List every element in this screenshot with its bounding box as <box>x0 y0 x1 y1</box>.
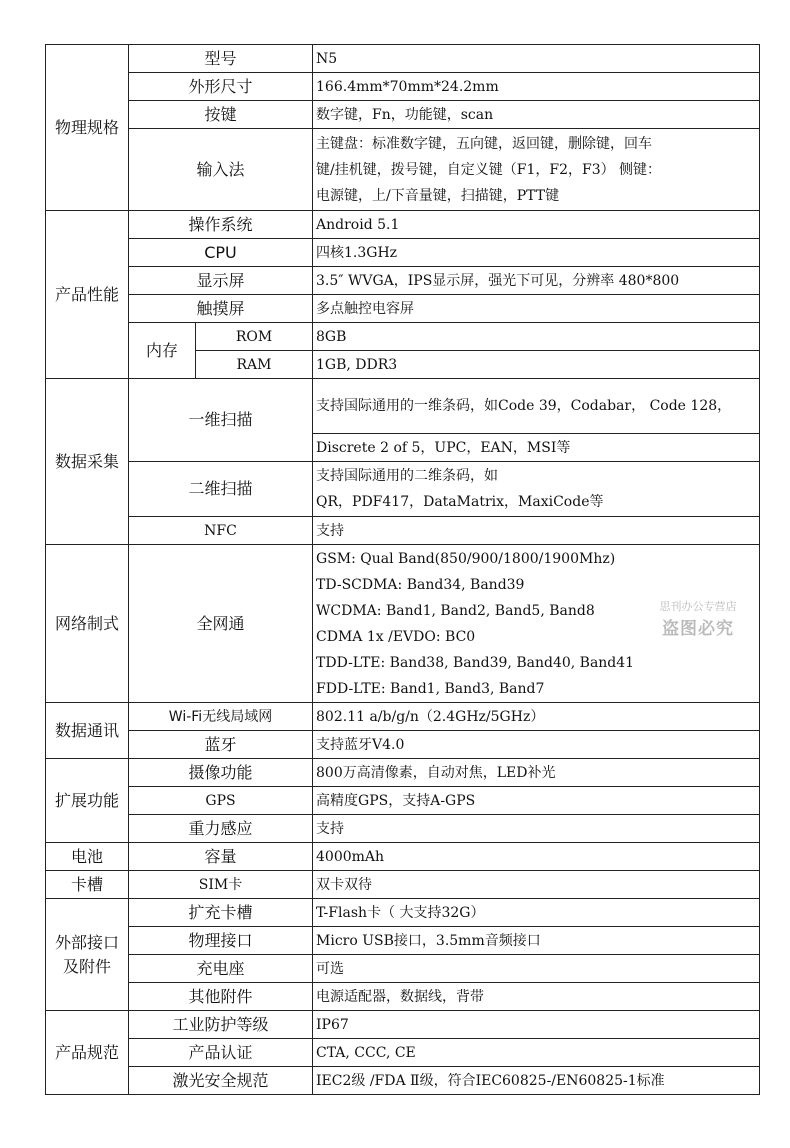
value-cert: CTA, CCC, CE <box>313 1039 760 1067</box>
value-cpu: 四核1.3GHz <box>313 239 760 267</box>
value-display: 3.5″ WVGA，IPS显示屏，强光下可见，分辨率 480*800 <box>313 267 760 295</box>
scan-1d-text: 支持国际通用的一维条码，如Code 39，Codabar， Code 128， <box>316 398 732 414</box>
network-line-6: FDD-LTE: Band1, Band3, Band7 <box>316 680 545 697</box>
value-bt: 支持蓝牙V4.0 <box>313 731 760 759</box>
value-scan-1d-line1 <box>313 379 760 434</box>
row-display <box>46 267 760 295</box>
input-line-1: 主键盘：标准数字键，五向键，返回键，删除键，回车 <box>316 135 653 152</box>
label-scan-2d: 二维扫描 <box>129 462 313 517</box>
row-ip <box>46 1011 760 1039</box>
category-interfaces: 外部接口及附件 <box>46 899 129 1011</box>
label-memory: 内存 <box>129 323 196 379</box>
value-phys: Micro USB接口，3.5mm音频接口 <box>313 927 760 955</box>
category-comm: 数据通讯 <box>46 703 129 759</box>
watermark <box>648 598 748 639</box>
label-display: 显示屏 <box>129 267 313 295</box>
label-gps: GPS <box>129 787 313 815</box>
label-bt: 蓝牙 <box>129 731 313 759</box>
label-camera: 摄像功能 <box>129 759 313 787</box>
label-touch: 触摸屏 <box>129 295 313 323</box>
network-line-2: TD-SCDMA: Band34, Band39 <box>316 576 525 593</box>
label-cradle: 充电座 <box>129 955 313 983</box>
category-network: 网络制式 <box>46 545 129 703</box>
value-card: T-Flash卡（ 大支持32G） <box>313 899 760 927</box>
row-gps <box>46 787 760 815</box>
label-capacity: 容量 <box>129 843 313 871</box>
input-line-3: 电源键，上/下音量键，扫描键，PTT键 <box>316 187 560 204</box>
row-scan-2d <box>46 462 760 517</box>
value-dimensions: 166.4mm*70mm*24.2mm <box>313 73 760 101</box>
label-ip: 工业防护等级 <box>129 1011 313 1039</box>
row-acc <box>46 983 760 1011</box>
label-model: 型号 <box>129 45 313 73</box>
row-camera <box>46 759 760 787</box>
network-line-4: CDMA 1x /EVDO: BC0 <box>316 628 476 645</box>
row-cradle <box>46 955 760 983</box>
value-model: N5 <box>313 45 760 73</box>
category-physical: 物理规格 <box>46 45 129 211</box>
label-os: 操作系统 <box>129 211 313 239</box>
value-capacity: 4000mAh <box>313 843 760 871</box>
row-nfc <box>46 517 760 545</box>
value-gravity: 支持 <box>313 815 760 843</box>
value-wifi: 802.11 a/b/g/n（2.4GHz/5GHz） <box>313 703 760 731</box>
value-input <box>313 129 760 211</box>
value-ip: IP67 <box>313 1011 760 1039</box>
category-performance: 产品性能 <box>46 211 129 379</box>
value-acc: 电源适配器，数据线，背带 <box>313 983 760 1011</box>
label-keys: 按键 <box>129 101 313 129</box>
scan-2d-line-2: QR，PDF417，DataMatrix，MaxiCode等 <box>316 494 604 510</box>
value-camera: 800万高清像素，自动对焦，LED补光 <box>313 759 760 787</box>
row-scan-1d-a <box>46 379 760 434</box>
label-phys: 物理接口 <box>129 927 313 955</box>
row-wifi <box>46 703 760 731</box>
value-rom: 8GB <box>313 323 760 351</box>
row-os <box>46 211 760 239</box>
label-scan-1d: 一维扫描 <box>129 379 313 462</box>
value-gps: 高精度GPS，支持A-GPS <box>313 787 760 815</box>
spec-table <box>45 44 760 1095</box>
row-laser <box>46 1067 760 1095</box>
value-nfc: 支持 <box>313 517 760 545</box>
category-standards: 产品规范 <box>46 1011 129 1095</box>
row-cert <box>46 1039 760 1067</box>
row-input <box>46 129 760 211</box>
label-sim: SIM卡 <box>129 871 313 899</box>
label-laser: 激光安全规范 <box>129 1067 313 1095</box>
label-gravity: 重力感应 <box>129 815 313 843</box>
category-expansion: 扩展功能 <box>46 759 129 843</box>
value-os: Android 5.1 <box>313 211 760 239</box>
label-cert: 产品认证 <box>129 1039 313 1067</box>
value-touch: 多点触控电容屏 <box>313 295 760 323</box>
row-sim <box>46 871 760 899</box>
row-phys <box>46 927 760 955</box>
category-data-capture: 数据采集 <box>46 379 129 545</box>
value-sim: 双卡双待 <box>313 871 760 899</box>
row-model <box>46 45 760 73</box>
scan-2d-line-1: 支持国际通用的二维条码，如 <box>316 468 499 484</box>
value-cradle: 可选 <box>313 955 760 983</box>
label-acc: 其他附件 <box>129 983 313 1011</box>
label-ram: RAM <box>196 351 313 379</box>
row-bt <box>46 731 760 759</box>
row-keys <box>46 101 760 129</box>
row-rom <box>46 323 760 351</box>
label-card: 扩充卡槽 <box>129 899 313 927</box>
row-card <box>46 899 760 927</box>
watermark-shop-name: 思刊办公专营店 <box>659 600 737 613</box>
value-keys: 数字键，Fn，功能键，scan <box>313 101 760 129</box>
category-slot: 卡槽 <box>46 871 129 899</box>
row-gravity <box>46 815 760 843</box>
label-cpu: CPU <box>129 239 313 267</box>
label-input: 输入法 <box>129 129 313 211</box>
value-scan-1d-line2: Discrete 2 of 5，UPC，EAN，MSI等 <box>313 434 760 462</box>
row-battery <box>46 843 760 871</box>
value-ram: 1GB, DDR3 <box>313 351 760 379</box>
input-line-2: 键/挂机键，拨号键，自定义键（F1，F2，F3） 侧键： <box>316 161 662 178</box>
watermark-warning: 盗图必究 <box>662 619 734 639</box>
row-cpu <box>46 239 760 267</box>
value-laser: IEC2级 /FDA Ⅱ级，符合IEC60825-/EN60825-1标准 <box>313 1067 760 1095</box>
category-battery: 电池 <box>46 843 129 871</box>
label-nfc: NFC <box>129 517 313 545</box>
label-wifi: Wi-Fi无线局域网 <box>129 703 313 731</box>
network-line-1: GSM: Qual Band(850/900/1800/1900Mhz) <box>316 550 616 567</box>
row-touch <box>46 295 760 323</box>
label-rom: ROM <box>196 323 313 351</box>
network-line-5: TDD-LTE: Band38, Band39, Band40, Band41 <box>316 654 635 671</box>
label-network: 全网通 <box>129 545 313 703</box>
network-line-3: WCDMA: Band1, Band2, Band5, Band8 <box>316 602 595 619</box>
value-scan-2d <box>313 462 760 517</box>
label-dimensions: 外形尺寸 <box>129 73 313 101</box>
row-dimensions <box>46 73 760 101</box>
